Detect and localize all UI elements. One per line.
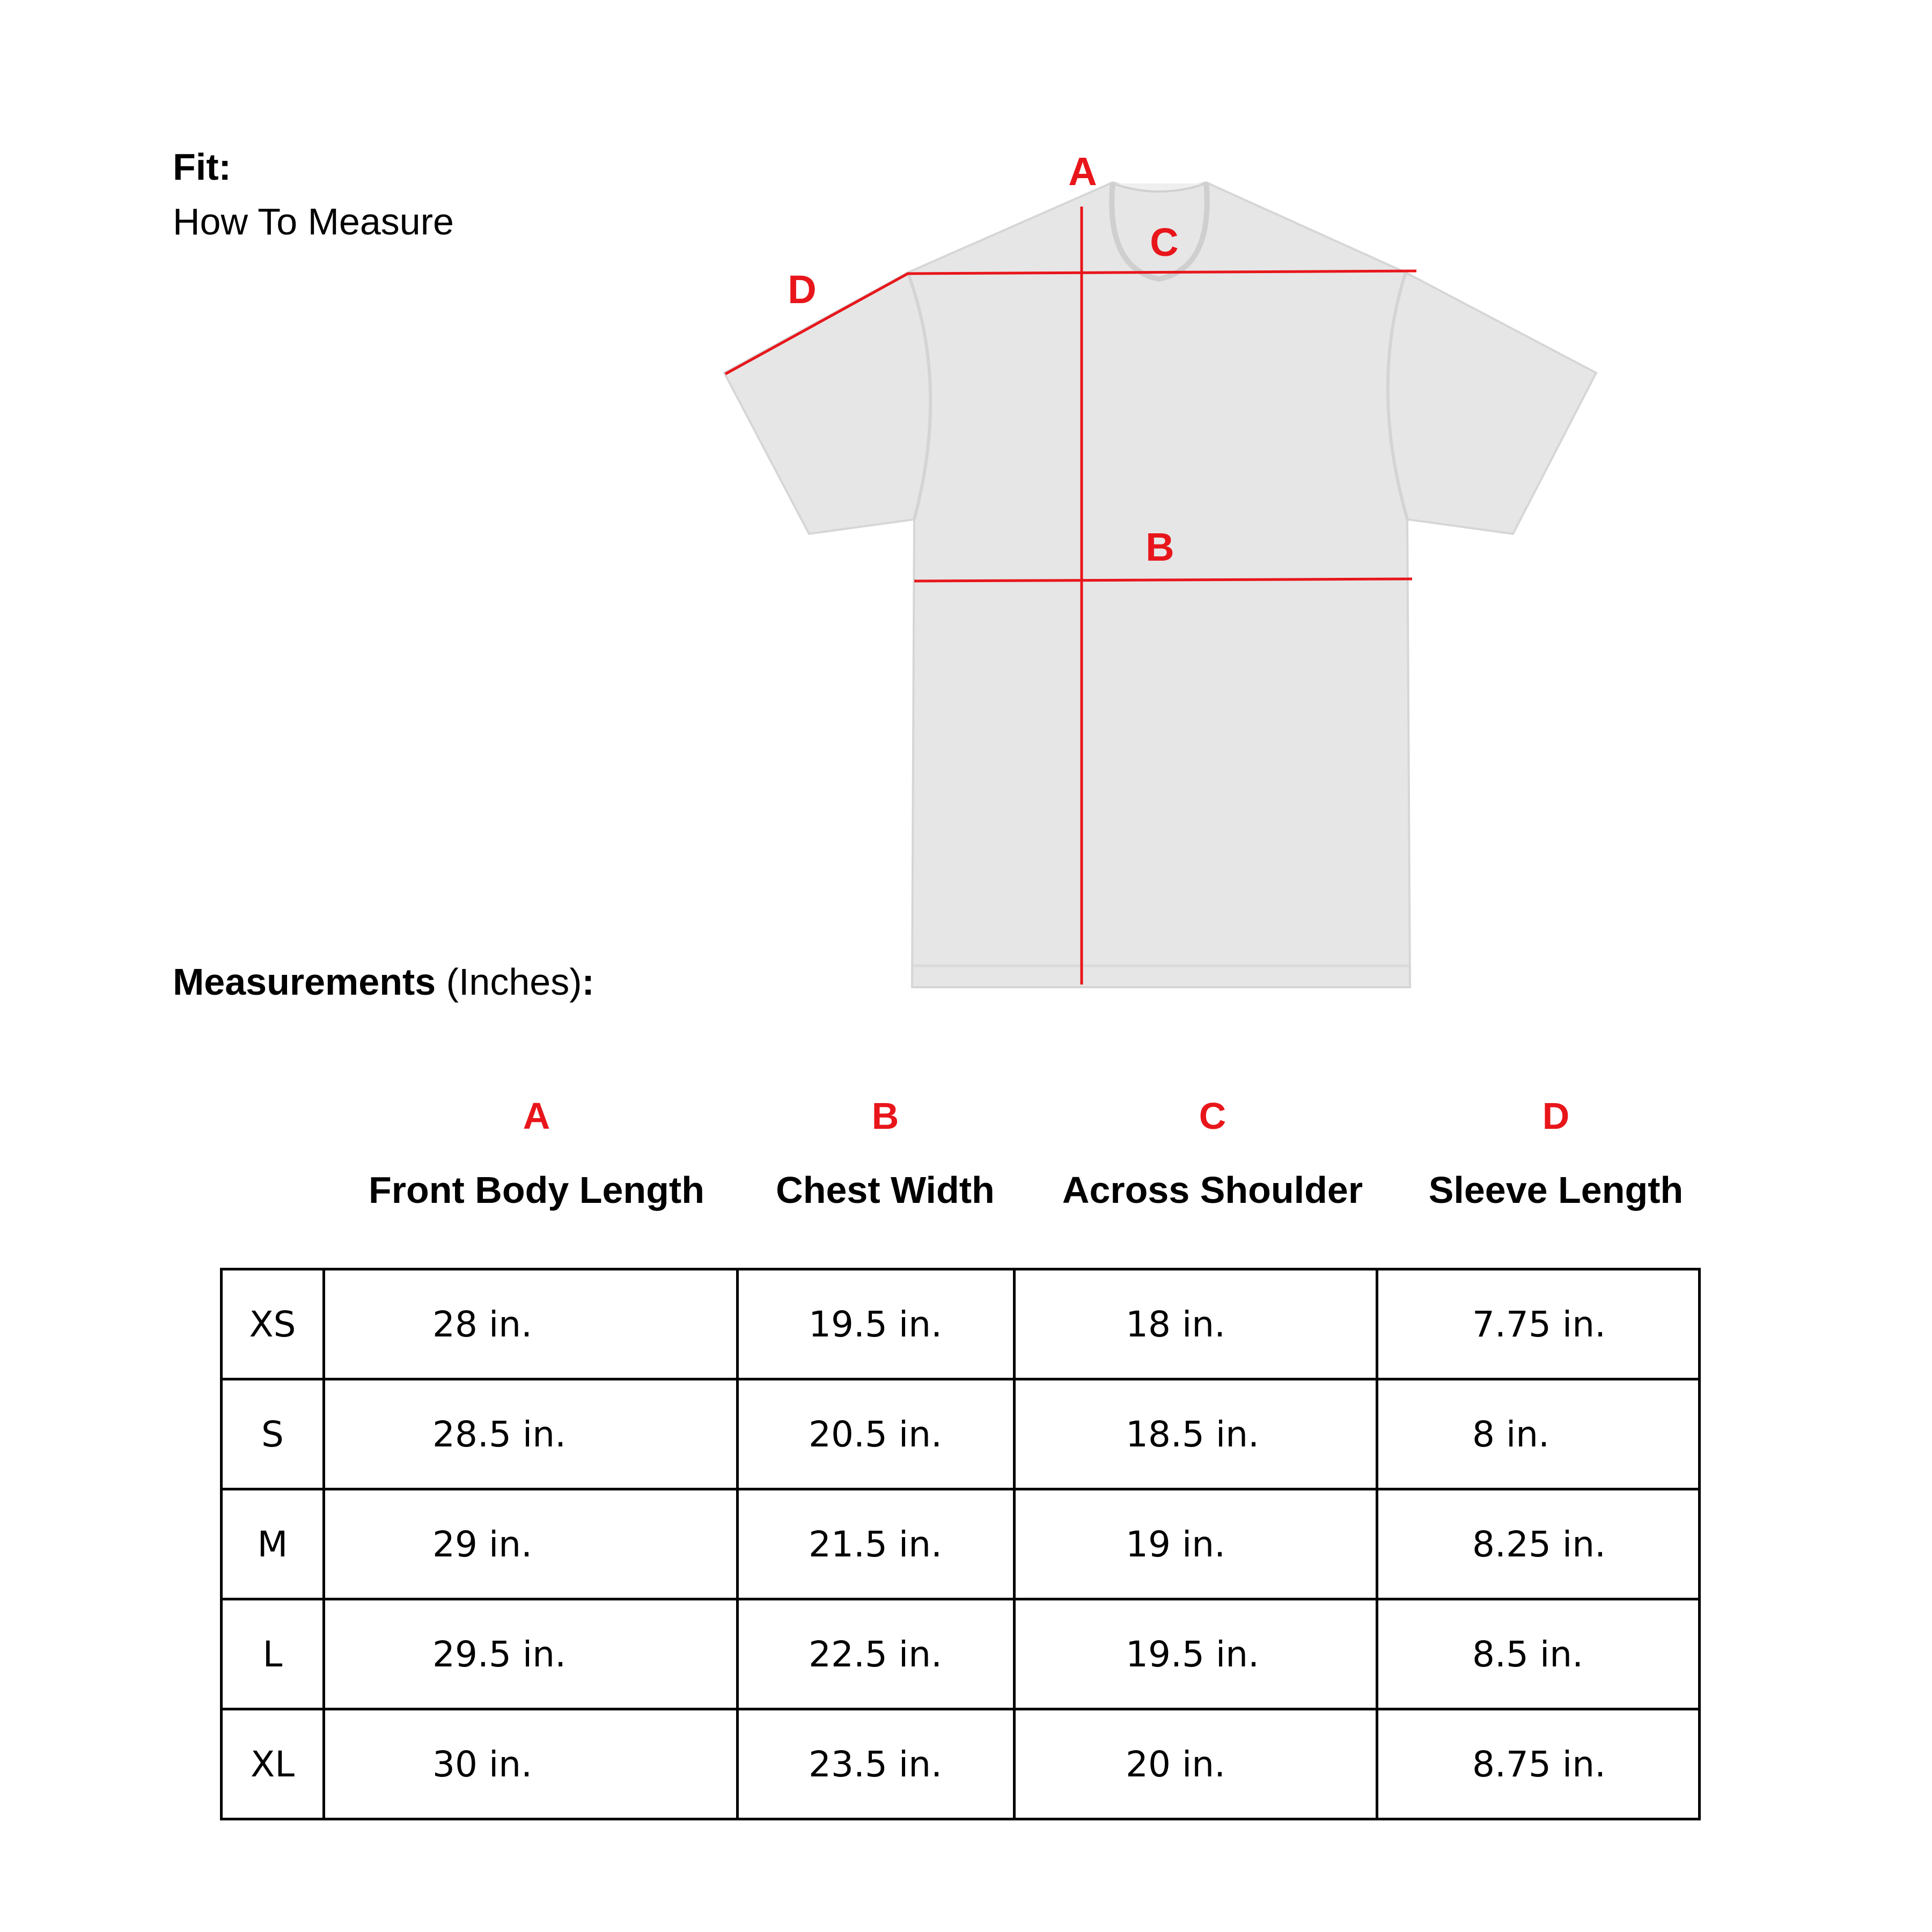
- column-letter: D: [1542, 1095, 1570, 1137]
- size-cell: XS: [222, 1269, 324, 1379]
- size-cell: S: [222, 1379, 324, 1489]
- column-letter: C: [1199, 1095, 1226, 1137]
- diagram-label-a: A: [1068, 149, 1097, 194]
- value-cell: 21.5 in.: [738, 1489, 1015, 1599]
- how-to-measure-subtitle: How To Measure: [173, 201, 454, 243]
- value-cell: 28 in.: [324, 1269, 738, 1379]
- column-name: Across Shoulder: [1062, 1169, 1363, 1211]
- value-cell: 23.5 in.: [738, 1709, 1015, 1819]
- value-cell: 18.5 in.: [1015, 1379, 1377, 1489]
- value-cell: 19.5 in.: [1015, 1599, 1377, 1709]
- column-header-front-body-length: [343, 1097, 730, 1209]
- size-cell: XL: [222, 1709, 324, 1819]
- column-header-sleeve-length: [1363, 1097, 1749, 1209]
- value-cell: 29 in.: [324, 1489, 738, 1599]
- column-letter: B: [871, 1095, 899, 1137]
- value-cell: 8.5 in.: [1377, 1599, 1700, 1709]
- value-cell: 8.25 in.: [1377, 1489, 1700, 1599]
- measurements-heading: [173, 963, 594, 1001]
- size-cell: M: [222, 1489, 324, 1599]
- diagram-label-b: B: [1145, 525, 1174, 569]
- diagram-label-c: C: [1150, 220, 1179, 265]
- table-row: [222, 1269, 1700, 1379]
- column-header-across-shoulder: [1019, 1097, 1406, 1209]
- value-cell: 30 in.: [324, 1709, 738, 1819]
- value-cell: 7.75 in.: [1377, 1269, 1700, 1379]
- column-letter: A: [523, 1095, 550, 1137]
- table-row: [222, 1489, 1700, 1599]
- size-cell: L: [222, 1599, 324, 1709]
- column-name: Front Body Length: [368, 1169, 704, 1211]
- measurements-title-bold: Measurements: [173, 961, 436, 1003]
- diagram-label-d: D: [788, 267, 817, 312]
- value-cell: 19.5 in.: [738, 1269, 1015, 1379]
- size-chart-table: [220, 1268, 1701, 1820]
- column-name: Chest Width: [776, 1169, 995, 1211]
- table-row: [222, 1709, 1700, 1819]
- value-cell: 8.75 in.: [1377, 1709, 1700, 1819]
- table-row: [222, 1599, 1700, 1709]
- value-cell: 20 in.: [1015, 1709, 1377, 1819]
- fit-heading: Fit:: [173, 146, 231, 188]
- value-cell: 8 in.: [1377, 1379, 1700, 1489]
- measurements-title-unit: (Inches): [436, 961, 582, 1003]
- table-row: [222, 1379, 1700, 1489]
- value-cell: 28.5 in.: [324, 1379, 738, 1489]
- value-cell: 20.5 in.: [738, 1379, 1015, 1489]
- value-cell: 19 in.: [1015, 1489, 1377, 1599]
- value-cell: 22.5 in.: [738, 1599, 1015, 1709]
- measurements-title-colon: :: [582, 961, 594, 1003]
- value-cell: 29.5 in.: [324, 1599, 738, 1709]
- value-cell: 18 in.: [1015, 1269, 1377, 1379]
- column-name: Sleeve Length: [1428, 1169, 1684, 1211]
